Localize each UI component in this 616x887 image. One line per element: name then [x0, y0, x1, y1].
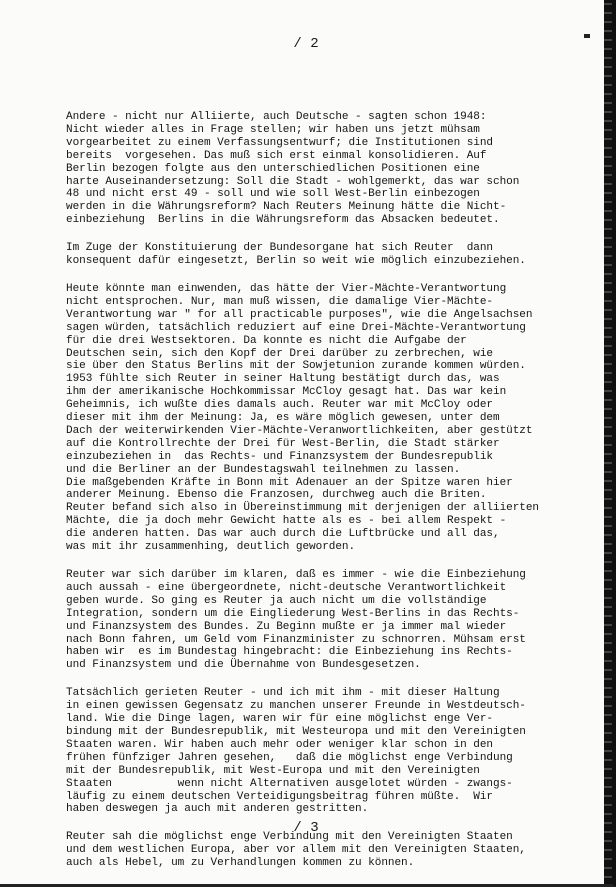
paragraph	[66, 569, 611, 672]
text-line: nach Bonn fahren, um Geld vom Finanzminister zu schnorren. Mühsam erst	[66, 633, 526, 646]
text-line: land. Wie die Dinge lagen, waren wir für eine möglichst enge Ver-	[66, 713, 493, 726]
text-line: anderer Meinung. Ebenso die Franzosen, durchweg auch die Briten.	[66, 489, 487, 502]
text-line: auch aussah - eine übergeordnete, nicht-deutsche Verantwortlichkeit	[66, 581, 507, 594]
text-line: Dach der weiterwirkenden Vier-Mächte-Veranwortlichkeiten, aber gestützt	[66, 424, 533, 437]
text-line: Tatsächlich gerieten Reuter - und ich mit ihm - mit dieser Haltung	[66, 687, 500, 700]
text-line: Nicht wieder alles in Frage stellen; wir haben uns jetzt mühsam	[66, 123, 480, 136]
text-line: Im Zuge der Konstituierung der Bundesorgane hat sich Reuter dann	[66, 242, 493, 255]
text-line: haben wir es im Bundestag hingebracht: die Einbeziehung ins Rechts-	[66, 646, 513, 659]
text-line: bereits vorgesehen. Das muß sich erst einmal konsolidieren. Auf	[66, 149, 487, 162]
text-line: dieser mit ihm der Meinung: Ja, es wäre möglich gewesen, unter dem	[66, 412, 500, 425]
text-line: Mächte, die ja doch mehr Gewicht hatte als es - bei allem Respekt -	[66, 515, 507, 528]
text-line: Die maßgebenden Kräfte in Bonn mit Adenauer an der Spitze waren hier	[66, 476, 513, 489]
text-line: was mit ihr zusammenhing, deutlich geworden.	[66, 541, 356, 554]
text-line: und dem westlichen Europa, aber vor allem mit den Vereinigten Staaten,	[66, 844, 526, 857]
text-line: Geheimnis, ich wußte dies damals auch. Reuter war mit McCloy oder	[66, 399, 493, 412]
text-line: Berlin bezogen folgte aus den unterschiedlichen Positionen eine	[66, 162, 480, 175]
text-line: harte Auseinandersetzung: Soll die Stadt - wohlgemerkt, das war schon	[66, 175, 520, 188]
text-line: vorgearbeitet zu einem Verfassungsentwurf; die Institutionen sind	[66, 136, 493, 149]
text-line: frühen fünfziger Jahren gesehen, daß die möglichst enge Verbindung	[66, 751, 513, 764]
text-line: für die drei Westsektoren. Da konnte es nicht die Aufgabe der	[66, 334, 467, 347]
text-line: Staaten wenn nicht Alternativen ausgelotet würden - zwangs-	[66, 777, 513, 790]
text-line: bindung mit der Bundesrepublik, mit Westeuropa und mit den Vereinigten	[66, 725, 526, 738]
text-line: Verantwortung war " for all practicable purposes", wie die Angelsachsen	[66, 308, 533, 321]
text-line: Reuter sah die möglichst enge Verbindung mit den Vereinigten Staaten	[66, 831, 513, 844]
page-number-bottom: / 3	[293, 820, 319, 836]
text-line: Integration, sondern um die Eingliederung West-Berlins in das Rechts-	[66, 607, 520, 620]
paragraph	[66, 111, 611, 227]
text-line: sie über den Status Berlins mit der Sowjetunion zurande kommen würden.	[66, 360, 526, 373]
text-line: 48 und nicht erst 49 - soll und wie soll West-Berlin einbezogen	[66, 188, 480, 201]
text-line: und die Berliner an der Bundestagswahl teilnehmen zu lassen.	[66, 463, 461, 476]
text-line: Deutschen sein, sich den Kopf der Drei darüber zu zerbrechen, wie	[66, 347, 493, 360]
text-line: Staaten waren. Wir haben auch mehr oder weniger klar schon in den	[66, 738, 493, 751]
paragraph	[66, 242, 611, 268]
text-line: 1953 fühlte sich Reuter in seiner Haltung bestätigt durch das, was	[66, 373, 500, 386]
text-line: einzubeziehen in das Rechts- und Finanzsystem der Bundesrepublik	[66, 450, 493, 463]
body-text	[66, 111, 611, 885]
text-line: mit der Bundesrepublik, mit West-Europa und mit den Vereinigten	[66, 764, 480, 777]
text-line: Andere - nicht nur Alliierte, auch Deutsche - sagten schon 1948:	[66, 111, 487, 123]
text-line: auf die Kontrollrechte der Drei für West-Berlin, die Stadt stärker	[66, 437, 500, 450]
text-line: konsequent dafür eingesetzt, Berlin so weit wie möglich einzubeziehen.	[66, 255, 526, 268]
text-line: läufig zu einem deutschen Verteidigungsbeitrag führen müßte. Wir	[66, 790, 493, 803]
page-number-top: / 2	[293, 36, 319, 52]
text-line: einbeziehung Berlins in die Währungsreform das Absacken bedeutet.	[66, 214, 500, 227]
text-line: sagen würden, tatsächlich reduziert auf eine Drei-Mächte-Verantwortung	[66, 321, 526, 334]
text-line: haben deswegen ja auch mit anderen gestritten.	[66, 803, 369, 816]
paragraph	[66, 831, 611, 870]
text-line: die anderen hatten. Das war auch durch die Luftbrücke und all das,	[66, 528, 500, 541]
text-line: und Finanzsystem des Bundes. Zu Beginn mußte er ja immer mal wieder	[66, 620, 507, 633]
text-line: und Finanzsystem und die Übernahme von Bundesgesetzen.	[66, 659, 421, 672]
text-line: nicht entsprochen. Nur, man muß wissen, die damalige Vier-Mächte-	[66, 295, 493, 308]
text-line: auch als Hebel, um zu Verhandlungen kommen zu können.	[66, 857, 415, 870]
paragraph	[66, 283, 611, 554]
paragraph	[66, 687, 611, 816]
text-line: Reuter war sich darüber im klaren, daß es immer - wie die Einbeziehung	[66, 569, 526, 581]
text-line: Heute könnte man einwenden, das hätte der Vier-Mächte-Verantwortung	[66, 282, 507, 295]
text-line: ihm der amerikanische Hochkommissar McCloy gesagt hat. Das war kein	[66, 386, 507, 399]
text-line: in einen gewissen Gegensatz zu manchen unserer Freunde in Westdeutsch-	[66, 700, 526, 713]
text-line: Reuter befand sich also in Übereinstimmung mit derjenigen der alliierten	[66, 502, 539, 515]
text-line: geben wurde. So ging es Reuter ja auch nicht um die vollständige	[66, 594, 487, 607]
text-line: werden in die Währungsreform? Nach Reuters Meinung hätte die Nicht-	[66, 201, 507, 214]
